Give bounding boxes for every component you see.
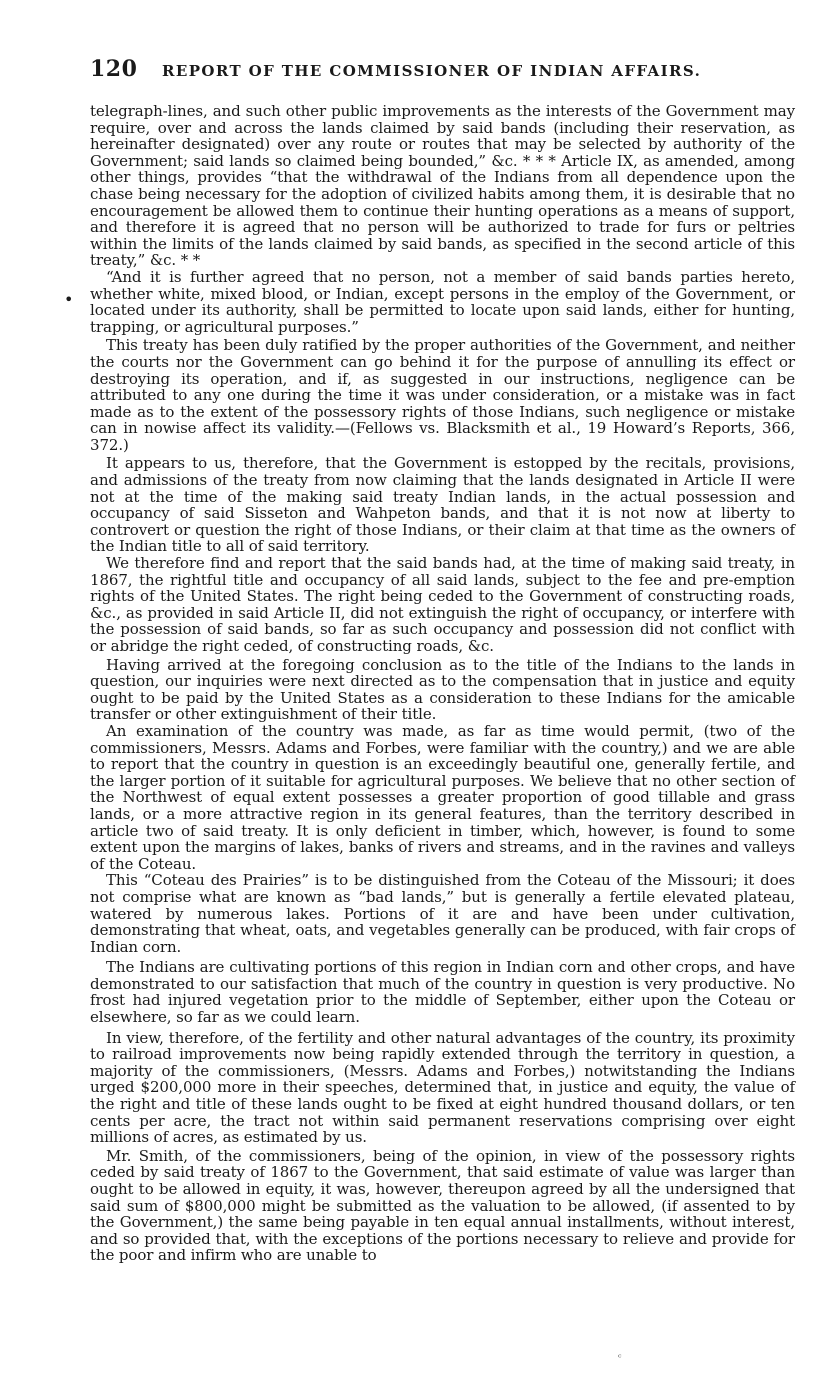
paragraph-5: We therefore find and report that the said bands had, at the time of making said treaty, in 1867, the rightful title and occupancy of all said lands, subject to the fee and pre-emption rights of the United States. The right being ceded to the Government of constructing roads, &c., as provided in said Article II, did not extinguish the right of occupancy, or interfere with the possession of said bands, so far as such occupancy and possession did not conflict with or abridge the right ceded, of constructing roads, &c. — [90, 554, 795, 655]
page-number: 120 — [90, 56, 138, 82]
paragraph-8: This “Coteau des Prairies” is to be distinguished from the Coteau of the Missouri; it does not comprise what are known as “bad lands,” but is generally a fertile elevated plateau, watered by numerous lakes. Portions of it are and have been under cultivation, demonstrating that wheat, oats, and vegetables generally can be produced, with fair crops of Indian corn. — [90, 871, 795, 956]
paragraph-10: In view, therefore, of the fertility and other natural advantages of the country, its proximity to railroad improvements now being rapidly extended through the territory in question, a majority of the commissioners, (Messrs. Adams and Forbes,) notwitstanding the Indians urged $200,000 more in their speeches, determined that, in justice and equity, the value of the right and title of these lands ought to be fixed at eight hundred thousand dollars, or ten cents per acre, the tract not within said permanent reservations comprising over eight millions of acres, as estimated by us. — [90, 1028, 795, 1147]
margin-dot: • — [64, 290, 74, 309]
paragraph-9: The Indians are cultivating portions of this region in Indian corn and other crops, and have demonstrated to our satisfaction that much of the country in question is very productive. No frost had injured vegetation prior to the middle of September, either upon the Coteau or elsewhere, so far as we could learn. — [90, 958, 795, 1027]
paragraph-6: Having arrived at the foregoing conclusion as to the title of the Indians to the lands in question, our inquiries were next directed as to the compensation that in justice and equity ought to be paid by the United States as a consideration to these Indians for the amicable transfer or other extinguishment of their title. — [90, 655, 795, 724]
margin-mark-bottom: ᶜ — [618, 1353, 622, 1364]
running-title: REPORT OF THE COMMISSIONER OF INDIAN AFFAIRS. — [162, 62, 702, 80]
paragraph-2: “And it is further agreed that no person, not a member of said bands parties hereto, whether white, mixed blood, or Indian, except persons in the employ of the Government, or located under its authority, shall be permitted to locate upon said lands, either for hunting, trapping, or agricultural purposes.” — [90, 267, 795, 336]
paragraph-3: This treaty has been duly ratified by the proper authorities of the Government, and neither the courts nor the Government can go behind it for the purpose of annulling its effect or destroying its operation, and if, as suggested in our instructions, negligence can be attributed to any one during the time it was under consideration, or a mistake was in fact made as to the extent of the possessory rights of those Indians, such negligence or mistake can in nowise affect its validity.—(Fellows vs. Blacksmith et al., 19 Howard’s Reports, 366, 372.) — [90, 336, 795, 454]
page-header — [90, 56, 790, 86]
paragraph-1: telegraph-lines, and such other public improvements as the interests of the Government may require, over and across the lands claimed by said bands (including their reservation, as hereinafter designated) over any route or routes that may be selected by authority of the Government; said lands so claimed being bounded,” &c. * * * Article IX, as amended, among other things, provides “that the withdrawal of the Indians from all dependence upon the chase being necessary for the adoption of civilized habits among them, it is desirable that no encouragement be allowed them to continue their hunting operations as a means of support, and therefore it is agreed that no person will be authorized to trade for furs or peltries within the limits of the lands claimed by said bands, as specified in the second article of this treaty,” &c. * * — [90, 102, 795, 270]
paragraph-4: It appears to us, therefore, that the Government is estopped by the recitals, provisions, and admissions of the treaty from now claiming that the lands designated in Article II were not at the time of the making said treaty Indian lands, in the actual possession and occupancy of said Sisseton and Wahpeton bands, and that it is not now at liberty to controvert or question the right of those Indians, or their claim at that time as the owners of the Indian title to all of said territory. — [90, 454, 795, 556]
paragraph-7: An examination of the country was made, as far as time would permit, (two of the commissioners, Messrs. Adams and Forbes, were familiar with the country,) and we are able to report that the country in question is an exceedingly beautiful one, generally fertile, and the larger portion of it suitable for agricultural purposes. We believe that no other section of the Northwest of equal extent possesses a greater proportion of good tillable and grass lands, or a more attractive region in its general features, than the territory described in article two of said treaty. It is only deficient in timber, which, however, is found to some extent upon the margins of lakes, banks of rivers and streams, and in the ravines and valleys of the Coteau. — [90, 721, 795, 873]
paragraph-11: Mr. Smith, of the commissioners, being of the opinion, in view of the possessory rights ceded by said treaty of 1867 to the Government, that said estimate of value was larger than ought to be allowed in equity, it was, however, thereupon agreed by all the undersigned that said sum of $800,000 might be submitted as the valuation to be allowed, (if assented to by the Government,) the same being payable in ten equal annual installments, without interest, and so provided that, with the exceptions of the portions necessary to relieve and provide for the poor and infirm who are unable to — [90, 1146, 795, 1265]
body-text — [90, 103, 795, 1264]
